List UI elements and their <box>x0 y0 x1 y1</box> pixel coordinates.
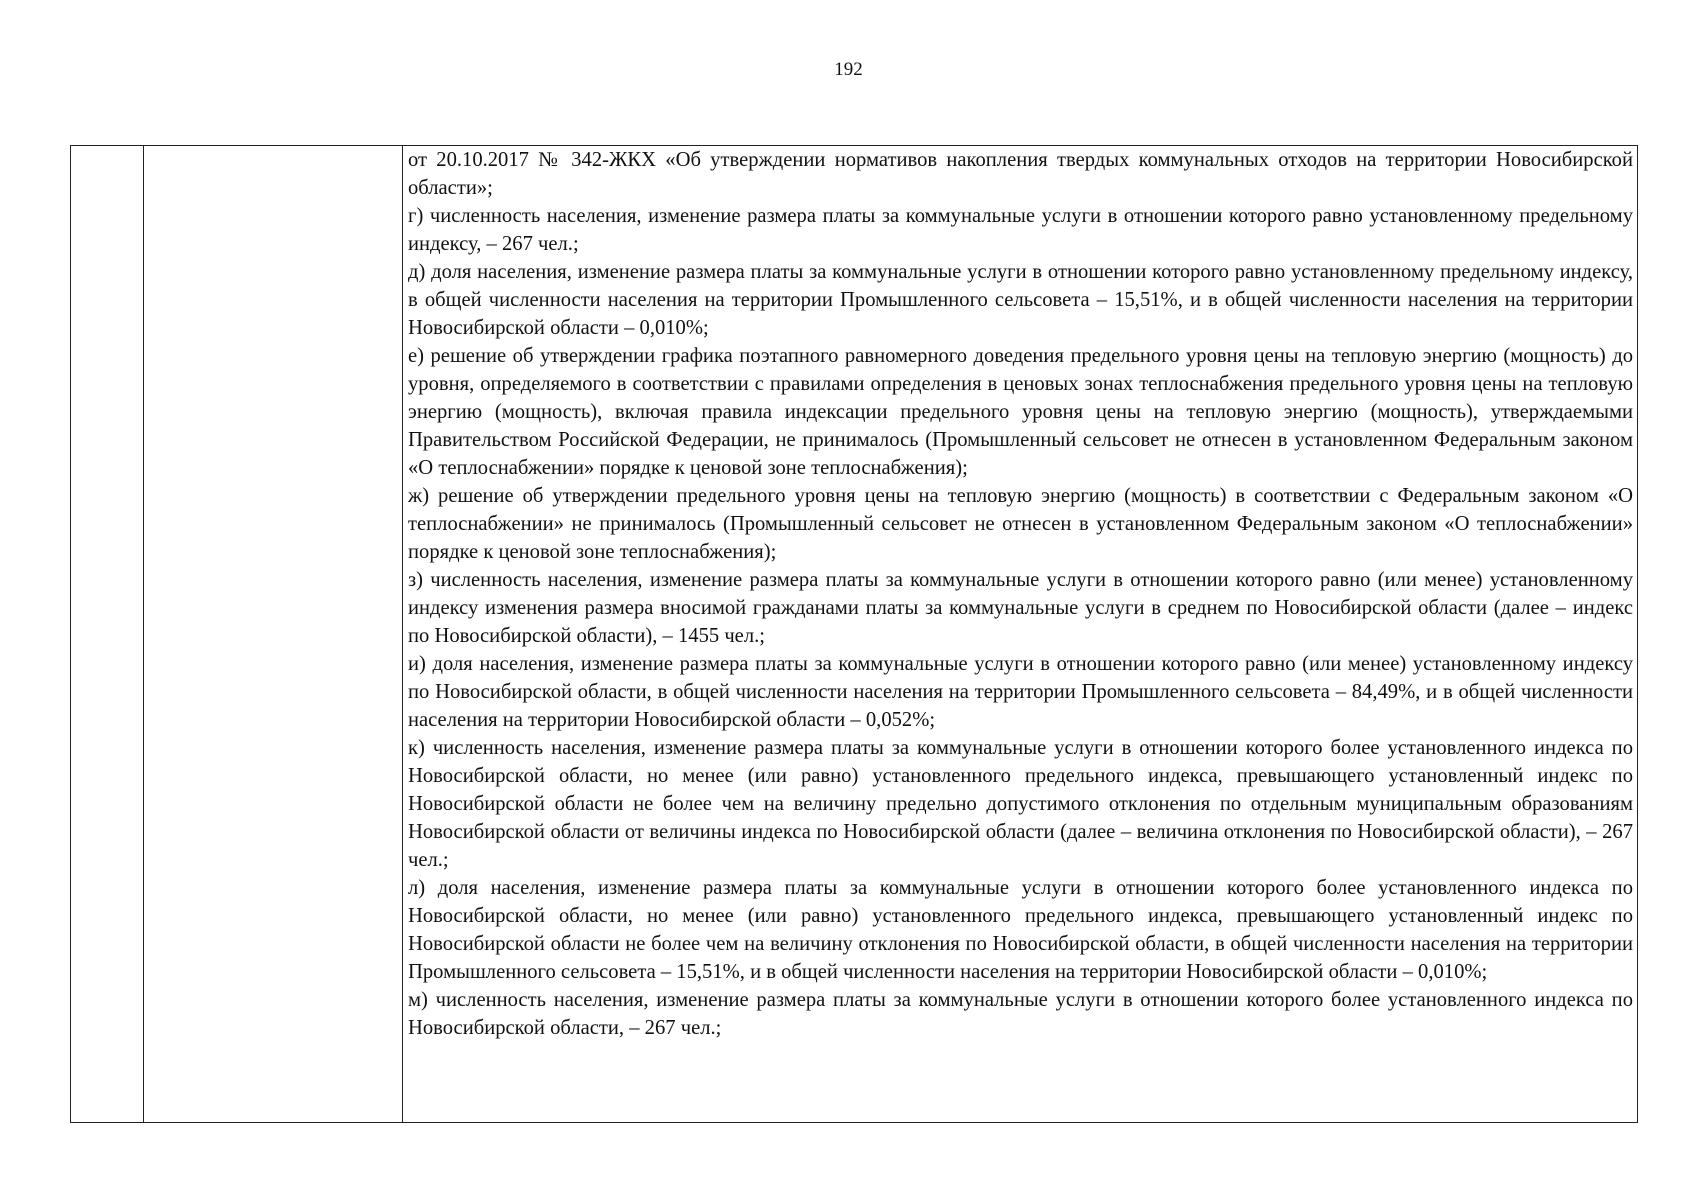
table-column-content <box>403 146 1637 1122</box>
document-table <box>70 145 1638 1123</box>
paragraph-e: е) решение об утверждении графика поэтапного равномерного доведения предельного уровня цены на тепловую энергию (мощность) до уровня, определяемого в соответствии с правилами определения в ценовых зонах теплоснабжения предельного уровня цены на тепловую энергию (мощность), включая правила индексации предельного уровня цены на тепловую энергию (мощность), утверждаемыми Правительством Российской Федерации, не принималось (Промышленный сельсовет не отнесен в установленном Федеральным законом «О теплоснабжении» порядке к ценовой зоне теплоснабжения); <box>408 345 1633 479</box>
table-column-name <box>144 146 403 1122</box>
paragraph-z: з) численность населения, изменение размера платы за коммунальные услуги в отношении которого равно (или менее) установленному индексу изменения размера вносимой гражданами платы за коммунальные услуги в среднем по Новосибирской области (далее – индекс по Новосибирской области), – 1455 чел.; <box>408 569 1633 647</box>
paragraph-zh: ж) решение об утверждении предельного уровня цены на тепловую энергию (мощность) в соответствии с Федеральным законом «О теплоснабжении» не принималось (Промышленный сельсовет не отнесен в установленном Федеральным законом «О теплоснабжении» порядке к ценовой зоне теплоснабжения); <box>408 485 1633 563</box>
paragraph-order-reference: от 20.10.2017 № 342-ЖКХ «Об утверждении нормативов накопления твердых коммунальных отходов на территории Новосибирской области»; <box>408 149 1633 199</box>
paragraph-l: л) доля населения, изменение размера платы за коммунальные услуги в отношении которого более установленного индекса по Новосибирской области, но менее (или равно) установленного предельного индекса, превышающего установленный индекс по Новосибирской области не более чем на величину отклонения по Новосибирской области, в общей численности населения на территории Промышленного сельсовета – 15,51%, и в общей численности населения на территории Новосибирской области – 0,010%; <box>408 877 1633 983</box>
paragraph-d: д) доля населения, изменение размера платы за коммунальные услуги в отношении которого равно установленному предельному индексу, в общей численности населения на территории Промышленного сельсовета – 15,51%, и в общей численности населения на территории Новосибирской области – 0,010%; <box>408 261 1633 339</box>
paragraph-k: к) численность населения, изменение размера платы за коммунальные услуги в отношении которого более установленного индекса по Новосибирской области, но менее (или равно) установленного предельного индекса, превышающего установленный индекс по Новосибирской области не более чем на величину предельно допустимого отклонения по отдельным муниципальным образованиям Новосибирской области от величины индекса по Новосибирской области (далее – величина отклонения по Новосибирской области), – 267 чел.; <box>408 737 1633 871</box>
paragraph-i: и) доля населения, изменение размера платы за коммунальные услуги в отношении которого равно (или менее) установленному индексу по Новосибирской области, в общей численности населения на территории Промышленного сельсовета – 84,49%, и в общей численности населения на территории Новосибирской области – 0,052%; <box>408 653 1633 731</box>
page-number: 192 <box>834 59 863 80</box>
paragraph-m: м) численность населения, изменение размера платы за коммунальные услуги в отношении которого более установленного индекса по Новосибирской области, – 267 чел.; <box>408 989 1633 1039</box>
paragraph-g: г) численность населения, изменение размера платы за коммунальные услуги в отношении которого равно установленному предельному индексу, – 267 чел.; <box>408 205 1633 255</box>
table-column-number <box>71 146 144 1122</box>
